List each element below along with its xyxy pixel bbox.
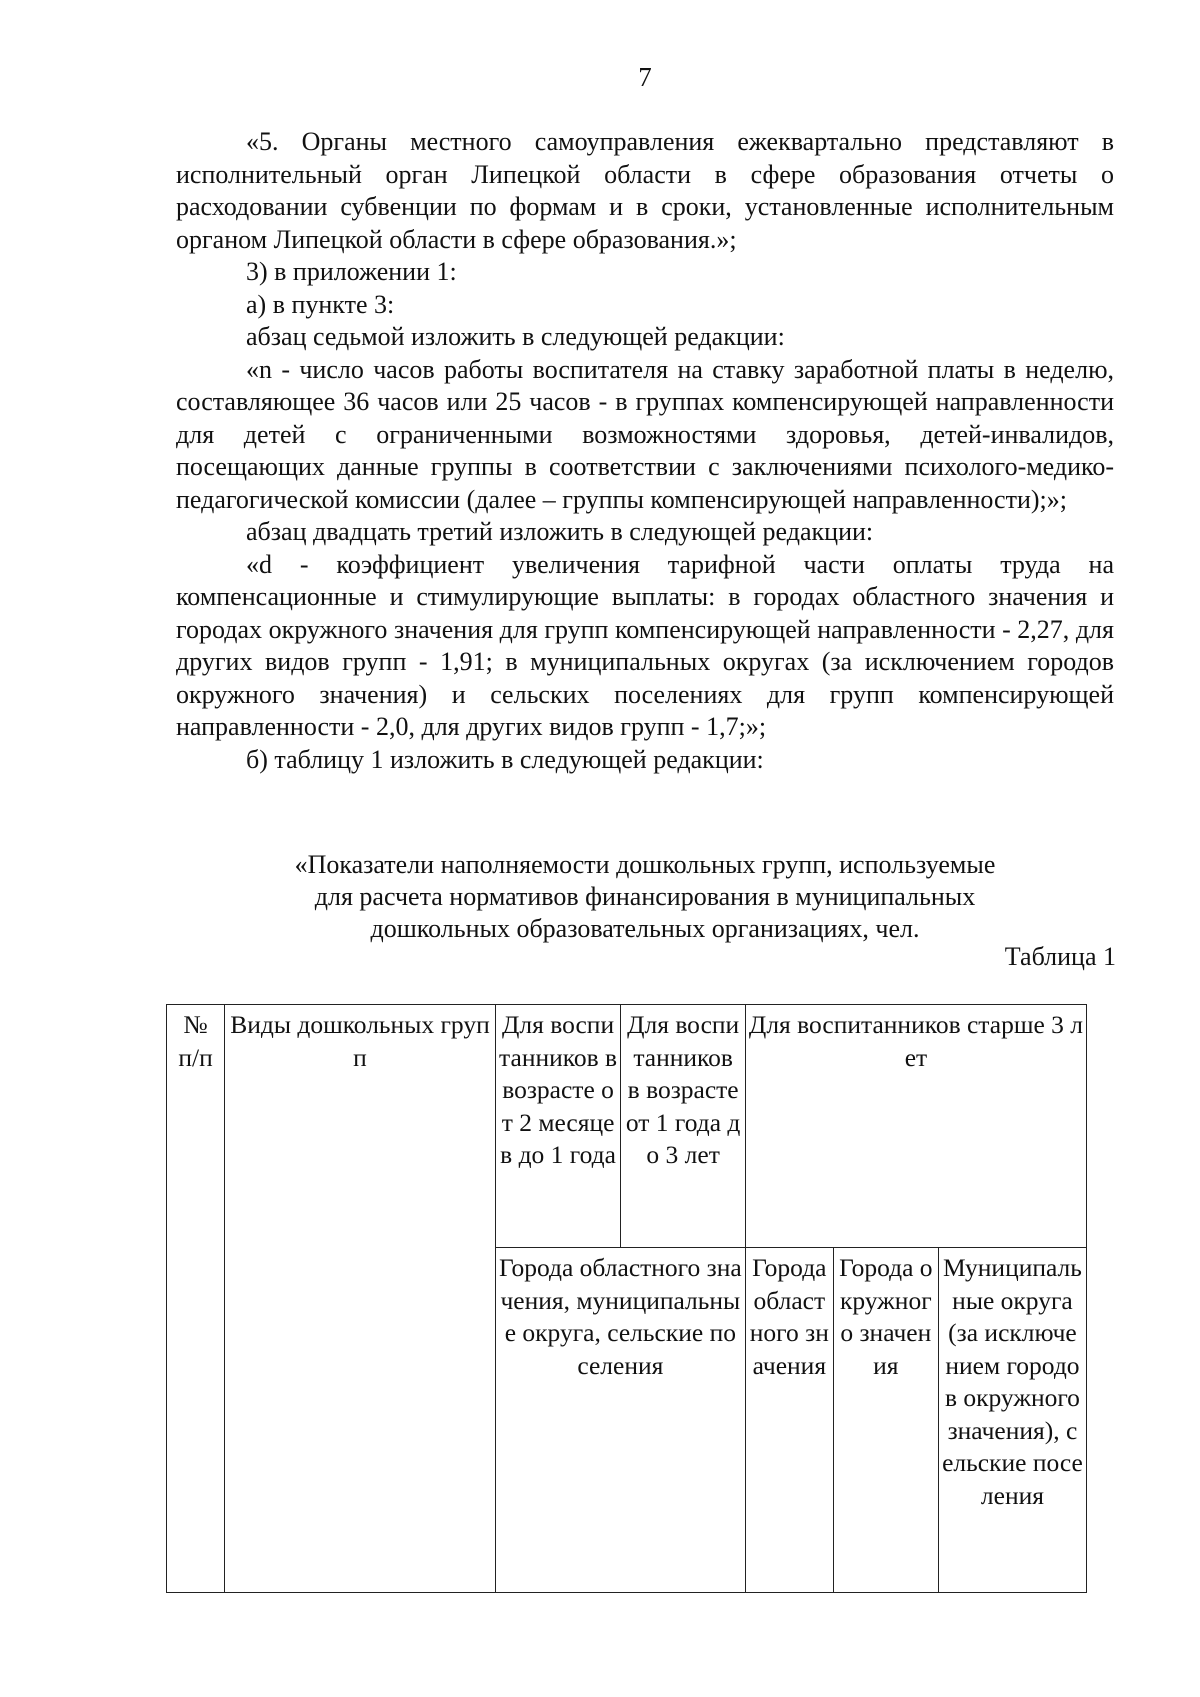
table-caption: Таблица 1	[1004, 942, 1116, 971]
paragraph-seventh: абзац седьмой изложить в следующей редакции:	[246, 322, 785, 351]
header-group-kind: Виды дошкольных групп	[225, 1005, 496, 1593]
paragraph-twenty-third: абзац двадцать третий изложить в следующей редакции:	[246, 517, 874, 546]
paragraph-table-intro: б) таблицу 1 изложить в следующей редакции:	[246, 744, 764, 774]
paragraph-item: а) в пункте 3:	[246, 289, 395, 319]
subheader-regional-cities-districts: Города областного значения, муниципальные округа, сельские поселения	[495, 1248, 745, 1593]
subheader-regional-cities: Города областного значения	[745, 1248, 833, 1593]
table-title-line: для расчета нормативов финансирования в муниципальных	[314, 882, 976, 911]
document-body	[176, 126, 1114, 776]
subheader-district-cities: Города окружного значения	[833, 1248, 938, 1593]
paragraph-n-definition: «n - число часов работы воспитателя на ставку заработной платы в неделю, составляющее 36 часов или 25 часов - в группах компенсирующей направленности для детей с ограниченными возможностями здоровья, детей-инвалидов, посещающих данные группы в соответствии с заключениями психолого-медико-педагогической комиссии (далее – группы компенсирующей направленности);»;	[176, 354, 1114, 514]
paragraph-appendix: 3) в приложении 1:	[246, 257, 457, 286]
table-title	[176, 849, 1114, 945]
page-number: 7	[638, 62, 652, 92]
table-header-row	[167, 1005, 1087, 1248]
table-title-line: дошкольных образовательных организациях, чел.	[370, 914, 920, 943]
header-age-2m-1y: Для воспитанников в возрасте от 2 месяцев до 1 года	[495, 1005, 621, 1248]
header-over-3: Для воспитанников старше 3 лет	[745, 1005, 1086, 1248]
table-title-line: «Показатели наполняемости дошкольных групп, используемые	[294, 850, 996, 879]
filling-rates-table	[166, 1004, 1087, 1593]
header-age-1y-3y: Для воспитанников в возрасте от 1 года до 3 лет	[621, 1005, 746, 1248]
subheader-municipal-districts: Муниципальные округа (за исключением городов окружного значения), сельские поселения	[938, 1248, 1086, 1593]
paragraph-reports: «5. Органы местного самоуправления ежеквартально представляют в исполнительный орган Липецкой области в сфере образования отчеты о расходовании субвенции по формам и в сроки, установленные исполнительным органом Липецкой области в сфере образования.»;	[176, 127, 1114, 254]
header-number: № п/п	[167, 1005, 225, 1593]
paragraph-d-definition: «d - коэффициент увеличения тарифной части оплаты труда на компенсационные и стимулирующие выплаты: в городах областного значения и городах окружного значения для групп компенсирующей направленности - 2,27, для других видов групп - 1,91; в муниципальных округах (за исключением городов окружного значения) и сельских поселениях для групп компенсирующей направленности - 2,0, для других видов групп - 1,7;»;	[176, 549, 1114, 741]
